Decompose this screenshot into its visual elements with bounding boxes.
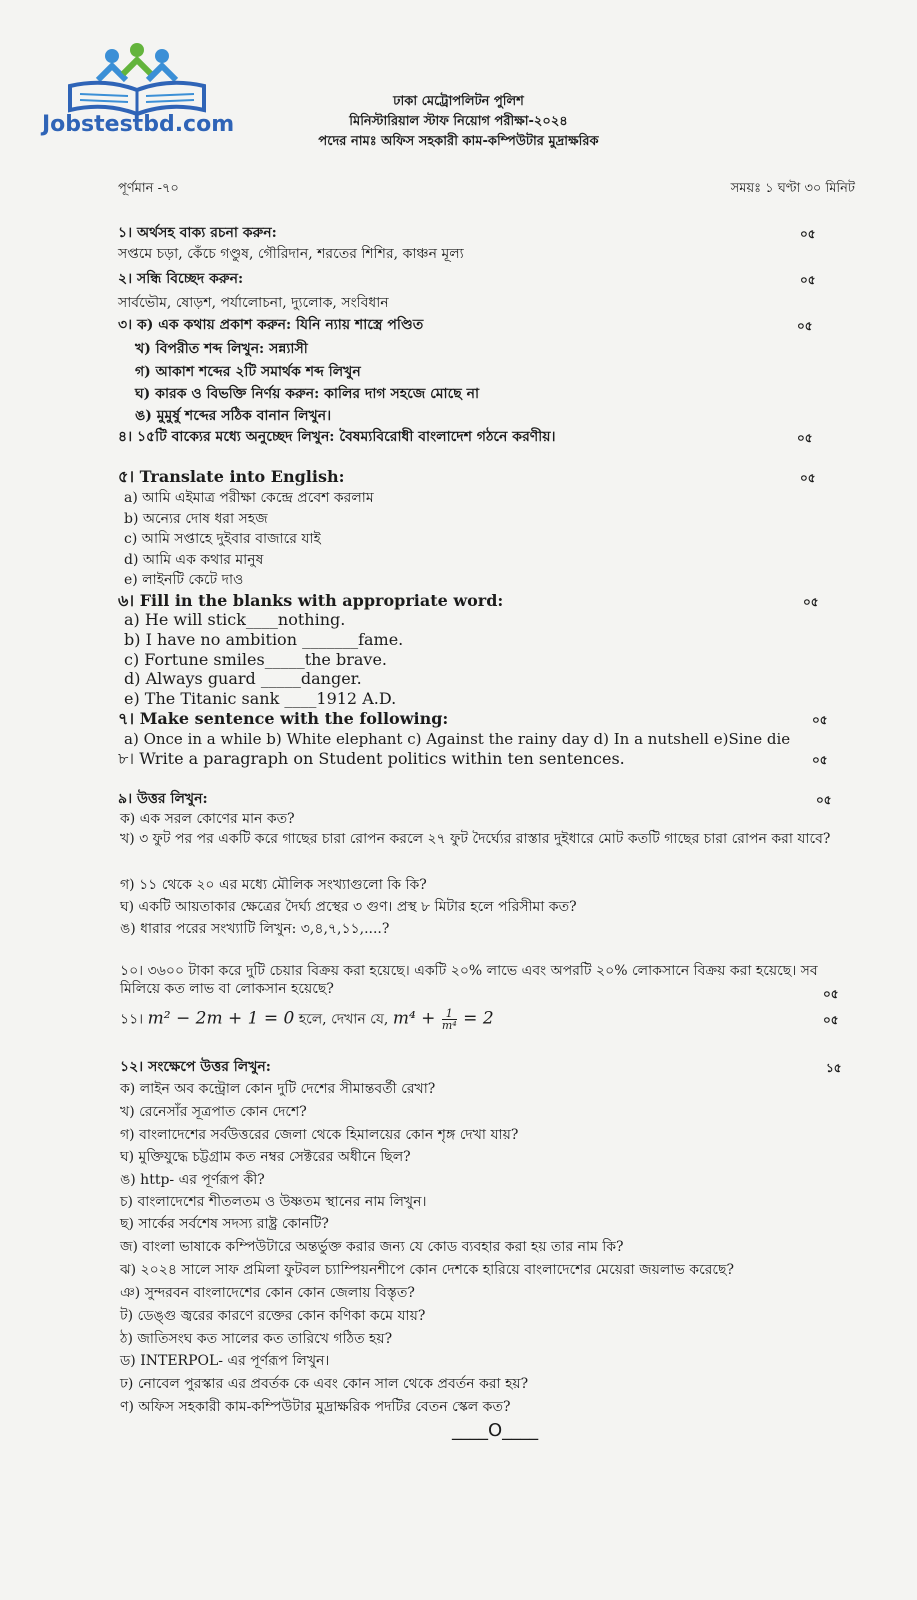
q3-b: খ) বিপরীত শব্দ লিখুন: সন্ন্যাসী [135,341,308,357]
q11-equation: m² − 2m + 1 = 0 [147,1008,295,1029]
header-exam: মিনিস্টারিয়াল স্টাফ নিয়োগ পরীক্ষা-২০২৪ [349,114,568,129]
q11-marks: ০৫ [823,1013,839,1027]
q9-c: গ) ১১ থেকে ২০ এর মধ্যে মৌলিক সংখ্যাগুলো কি কি? [120,877,427,893]
q12-marks: ১৫ [826,1061,842,1075]
q12-item-1: ক) লাইন অব কন্ট্রোল কোন দুটি দেশের সীমান্তবর্তী রেখা? [120,1081,436,1097]
q12-item-5: ঙ) http- এর পূর্ণরূপ কী? [120,1172,265,1188]
q12-title: ১২। সংক্ষেপে উত্তর লিখুন: [120,1059,271,1075]
end-mark: ____O____ [452,1420,539,1441]
q1-body: সপ্তমে চড়া, কেঁচে গণ্ডুষ, গৌরিদান, শরতের শিশির, কাঞ্চন মূল্য [118,246,464,262]
q5-item-c: c) আমি সপ্তাহে দুইবার বাজারে যাই [124,531,321,547]
q9-e: ঙ) ধারার পরের সংখ্যাটি লিখুন: ৩,৪,৭,১১,....? [120,921,390,937]
q12-item-15: ণ) অফিস সহকারী কাম-কম্পিউটার মুদ্রাক্ষরিক পদটির বেতন স্কেল কত? [120,1399,511,1415]
q2-marks: ০৫ [800,273,816,287]
q12-item-7: ছ) সার্কের সর্বশেষ সদস্য রাষ্ট্র কোনটি? [120,1216,329,1232]
q6-item-a: a) He will stick____nothing. [124,610,346,629]
q5-item-b: b) অন্যের দোষ ধরা সহজ [124,511,268,527]
q9-marks: ০৫ [816,793,832,807]
q11-numerator: 1 [442,1008,457,1020]
full-marks: পূর্ণমান -৭০ [118,181,179,196]
q6-marks: ০৫ [803,595,819,609]
q11-mid-text: হলে, দেখান যে, [298,1011,389,1028]
q4-marks: ০৫ [797,431,813,445]
q7-marks: ০৫ [812,713,828,727]
q3-a: ৩। ক) এক কথায় প্রকাশ করুন: যিনি ন্যায় শাস্ত্রে পণ্ডিত [118,317,424,333]
q8-title: ৮। Write a paragraph on Student politics within ten sentences. [118,749,625,768]
q12-item-10: ঞ) সুন্দরবন বাংলাদেশের কোন কোন জেলায় বিস্তৃত? [120,1285,415,1301]
q5-title: ৫। Translate into English: [118,467,345,486]
q3-marks: ০৫ [797,319,813,333]
q3-e: ঙ) মুমুর্ষু শব্দের সঠিক বানান লিখুন। [135,408,332,424]
q6-item-b: b) I have no ambition _______fame. [124,630,404,649]
header-org: ঢাকা মেট্রোপলিটন পুলিশ [393,94,524,109]
q11-line [120,1008,860,1031]
q3-c: গ) আকাশ শব্দের ২টি সমার্থক শব্দ লিখুন [135,364,361,380]
q12-item-3: গ) বাংলাদেশের সর্বউত্তরের জেলা থেকে হিমালয়ের কোন শৃঙ্গ দেখা যায়? [120,1127,519,1143]
q2-body: সার্বভৌম, ষোড়শ, পর্যালোচনা, দ্যুলোক, সংবিধান [118,295,389,311]
q11-rhs: = 2 [463,1008,494,1029]
q2-title: ২। সন্ধি বিচ্ছেদ করুন: [118,271,244,287]
q1-title: ১। অর্থসহ বাক্য রচনা করুন: [118,225,277,241]
q6-item-d: d) Always guard _____danger. [124,669,362,688]
q6-title: ৬। Fill in the blanks with appropriate word: [118,591,504,610]
q11-fraction [442,1008,457,1031]
q11-lhs: m⁴ + [392,1008,436,1029]
q12-item-4: ঘ) মুক্তিযুদ্ধে চট্টগ্রাম কত নম্বর সেক্টরের অধীনে ছিল? [120,1149,411,1165]
q5-item-a: a) আমি এইমাত্র পরীক্ষা কেন্দ্রে প্রবেশ করলাম [124,490,374,506]
q12-item-12: ঠ) জাতিসংঘ কত সালের কত তারিখে গঠিত হয়? [120,1331,393,1347]
q5-item-e: e) লাইনটি কেটে দাও [124,572,244,588]
q9-b: খ) ৩ ফুট পর পর একটি করে গাছের চারা রোপন করলে ২৭ ফুট দৈর্ঘ্যের রাস্তার দুইধারে মোট কতটি গাছের চারা রোপন করা যাবে? [120,831,831,847]
q7-title: ৭। Make sentence with the following: [118,709,449,728]
q12-item-9: ঝ) ২০২৪ সালে সাফ প্রমিলা ফুটবল চ্যাম্পিয়নশীপে কোন দেশকে হারিয়ে বাংলাদেশের মেয়েরা জয়লাভ করেছে? [120,1262,735,1278]
q5-marks: ০৫ [800,471,816,485]
q7-body: a) Once in a while b) White elephant c) Against the rainy day d) In a nutshell e)Sine die [124,730,791,748]
q5-item-d: d) আমি এক কথার মানুষ [124,552,264,568]
q8-marks: ০৫ [812,753,828,767]
header-post: পদের নামঃ অফিস সহকারী কাম-কম্পিউটার মুদ্রাক্ষরিক [318,134,599,149]
q12-item-14: ঢ) নোবেল পুরস্কার এর প্রবর্তক কে এবং কোন সাল থেকে প্রবর্তন করা হয়? [120,1376,529,1392]
q10-marks: ০৫ [823,987,839,1001]
q12-item-6: চ) বাংলাদেশের শীতলতম ও উষ্ণতম স্থানের নাম লিখুন। [120,1194,427,1210]
q4-title: ৪। ১৫টি বাক্যের মধ্যে অনুচ্ছেদ লিখুন: বৈষম্যবিরোধী বাংলাদেশ গঠনে করণীয়। [118,429,556,445]
logo-text: Jobstestbd.com [42,112,235,137]
q9-title: ৯। উত্তর লিখুন: [118,791,208,807]
q3-d: ঘ) কারক ও বিভক্তি নির্ণয় করুন: কালির দাগ সহজে মোছে না [135,386,480,402]
q12-item-8: জ) বাংলা ভাষাকে কম্পিউটারে অন্তর্ভুক্ত করার জন্য যে কোড ব্যবহার করা হয় তার নাম কি? [120,1239,624,1255]
q11-prefix: ১১। [120,1011,144,1028]
q6-item-e: e) The Titanic sank ____1912 A.D. [124,689,397,708]
q9-a: ক) এক সরল কোণের মান কত? [120,811,295,827]
q6-item-c: c) Fortune smiles_____the brave. [124,650,387,669]
q12-item-11: ট) ডেঙ্গু জ্বরের কারণে রক্তের কোন কণিকা কমে যায়? [120,1308,426,1324]
exam-time: সময়ঃ ১ ঘণ্টা ৩০ মিনিট [730,181,855,196]
q9-d: ঘ) একটি আয়তাকার ক্ষেত্রের দৈর্ঘ্য প্রস্থের ৩ গুণ। প্রস্থ ৮ মিটার হলে পরিসীমা কত? [120,899,577,915]
q10-text: ১০। ৩৬০০ টাকা করে দুটি চেয়ার বিক্রয় করা হয়েছে। একটি ২০% লাভে এবং অপরটি ২০% লোকসানে বিক্রয় করা হয়েছে। সব মিলিয়ে কত লাভ বা লোকসান হয়েছে? [120,963,818,997]
q1-marks: ০৫ [800,227,816,241]
q12-item-2: খ) রেনেসাঁর সূত্রপাত কোন দেশে? [120,1104,307,1120]
q12-item-13: ড) INTERPOL- এর পূর্ণরূপ লিখুন। [120,1353,330,1369]
q11-denominator: m⁴ [441,1019,457,1032]
